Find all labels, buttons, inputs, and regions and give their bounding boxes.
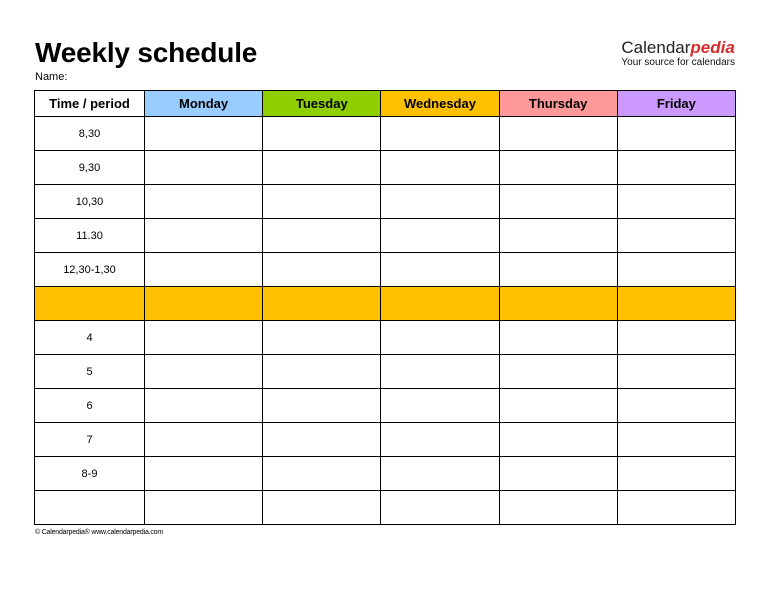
schedule-cell-thursday[interactable] [499, 355, 617, 389]
schedule-cell-thursday[interactable] [499, 423, 617, 457]
day-header-wednesday: Wednesday [381, 91, 499, 117]
schedule-body [35, 117, 736, 525]
schedule-cell-tuesday[interactable] [263, 151, 381, 185]
table-row [35, 117, 736, 151]
table-row [35, 389, 736, 423]
schedule-cell-thursday[interactable] [499, 219, 617, 253]
schedule-cell-friday[interactable] [617, 423, 735, 457]
schedule-cell-friday[interactable] [617, 457, 735, 491]
schedule-cell-wednesday[interactable] [381, 389, 499, 423]
schedule-cell-monday[interactable] [145, 321, 263, 355]
table-row [35, 321, 736, 355]
schedule-cell-monday[interactable] [145, 457, 263, 491]
page-title: Weekly schedule [35, 37, 258, 68]
time-cell: 6 [35, 389, 145, 423]
schedule-cell-wednesday[interactable] [381, 253, 499, 287]
brand-tagline: Your source for calendars [621, 57, 735, 68]
brand-logo[interactable] [621, 38, 735, 68]
schedule-cell-friday[interactable] [617, 491, 735, 525]
schedule-cell-monday[interactable] [145, 491, 263, 525]
time-period-header: Time / period [35, 91, 145, 117]
schedule-cell-thursday[interactable] [499, 389, 617, 423]
schedule-cell-tuesday[interactable] [263, 457, 381, 491]
schedule-cell-friday[interactable] [617, 151, 735, 185]
schedule-cell-friday[interactable] [617, 355, 735, 389]
schedule-cell-friday[interactable] [617, 185, 735, 219]
header-row [35, 91, 736, 117]
time-cell: 9,30 [35, 151, 145, 185]
schedule-cell-wednesday[interactable] [381, 457, 499, 491]
schedule-cell-monday[interactable] [145, 287, 263, 321]
schedule-cell-friday[interactable] [617, 117, 735, 151]
schedule-cell-friday[interactable] [617, 389, 735, 423]
schedule-cell-wednesday[interactable] [381, 321, 499, 355]
day-header-tuesday: Tuesday [263, 91, 381, 117]
schedule-cell-wednesday[interactable] [381, 185, 499, 219]
time-cell: 12,30-1,30 [35, 253, 145, 287]
time-cell: 10,30 [35, 185, 145, 219]
time-cell: 5 [35, 355, 145, 389]
table-row [35, 355, 736, 389]
day-header-monday: Monday [145, 91, 263, 117]
schedule-cell-friday[interactable] [617, 321, 735, 355]
time-cell [35, 491, 145, 525]
schedule-cell-friday[interactable] [617, 253, 735, 287]
schedule-cell-tuesday[interactable] [263, 287, 381, 321]
table-row [35, 423, 736, 457]
schedule-cell-tuesday[interactable] [263, 117, 381, 151]
schedule-cell-monday[interactable] [145, 423, 263, 457]
schedule-cell-thursday[interactable] [499, 117, 617, 151]
schedule-cell-thursday[interactable] [499, 151, 617, 185]
schedule-cell-wednesday[interactable] [381, 491, 499, 525]
schedule-cell-monday[interactable] [145, 355, 263, 389]
schedule-cell-wednesday[interactable] [381, 287, 499, 321]
table-row [35, 457, 736, 491]
schedule-cell-wednesday[interactable] [381, 219, 499, 253]
day-header-friday: Friday [617, 91, 735, 117]
schedule-cell-tuesday[interactable] [263, 219, 381, 253]
schedule-cell-friday[interactable] [617, 287, 735, 321]
table-row [35, 491, 736, 525]
schedule-cell-thursday[interactable] [499, 321, 617, 355]
brand-name-suffix: pedia [690, 38, 735, 57]
schedule-table [34, 90, 736, 525]
footer-copyright: © Calendarpedia® www.calendarpedia.com [35, 529, 164, 536]
table-row [35, 151, 736, 185]
schedule-cell-thursday[interactable] [499, 185, 617, 219]
schedule-cell-wednesday[interactable] [381, 355, 499, 389]
schedule-cell-monday[interactable] [145, 219, 263, 253]
schedule-cell-monday[interactable] [145, 253, 263, 287]
schedule-cell-thursday[interactable] [499, 457, 617, 491]
break-row [35, 287, 736, 321]
schedule-cell-monday[interactable] [145, 151, 263, 185]
time-cell: 8,30 [35, 117, 145, 151]
schedule-cell-tuesday[interactable] [263, 253, 381, 287]
brand-name-prefix: Calendar [621, 38, 691, 57]
schedule-cell-tuesday[interactable] [263, 185, 381, 219]
schedule-cell-wednesday[interactable] [381, 117, 499, 151]
name-label: Name: [35, 71, 68, 83]
time-cell [35, 287, 145, 321]
schedule-cell-wednesday[interactable] [381, 423, 499, 457]
time-cell: 11.30 [35, 219, 145, 253]
day-header-thursday: Thursday [499, 91, 617, 117]
schedule-cell-monday[interactable] [145, 389, 263, 423]
schedule-cell-tuesday[interactable] [263, 491, 381, 525]
time-cell: 8-9 [35, 457, 145, 491]
schedule-cell-thursday[interactable] [499, 287, 617, 321]
schedule-cell-tuesday[interactable] [263, 355, 381, 389]
schedule-cell-tuesday[interactable] [263, 321, 381, 355]
schedule-cell-monday[interactable] [145, 185, 263, 219]
time-cell: 4 [35, 321, 145, 355]
time-cell: 7 [35, 423, 145, 457]
table-row [35, 185, 736, 219]
schedule-cell-wednesday[interactable] [381, 151, 499, 185]
brand-name [621, 38, 735, 57]
table-row [35, 253, 736, 287]
table-row [35, 219, 736, 253]
schedule-cell-thursday[interactable] [499, 491, 617, 525]
schedule-cell-monday[interactable] [145, 117, 263, 151]
schedule-cell-thursday[interactable] [499, 253, 617, 287]
schedule-cell-tuesday[interactable] [263, 389, 381, 423]
schedule-cell-tuesday[interactable] [263, 423, 381, 457]
schedule-cell-friday[interactable] [617, 219, 735, 253]
